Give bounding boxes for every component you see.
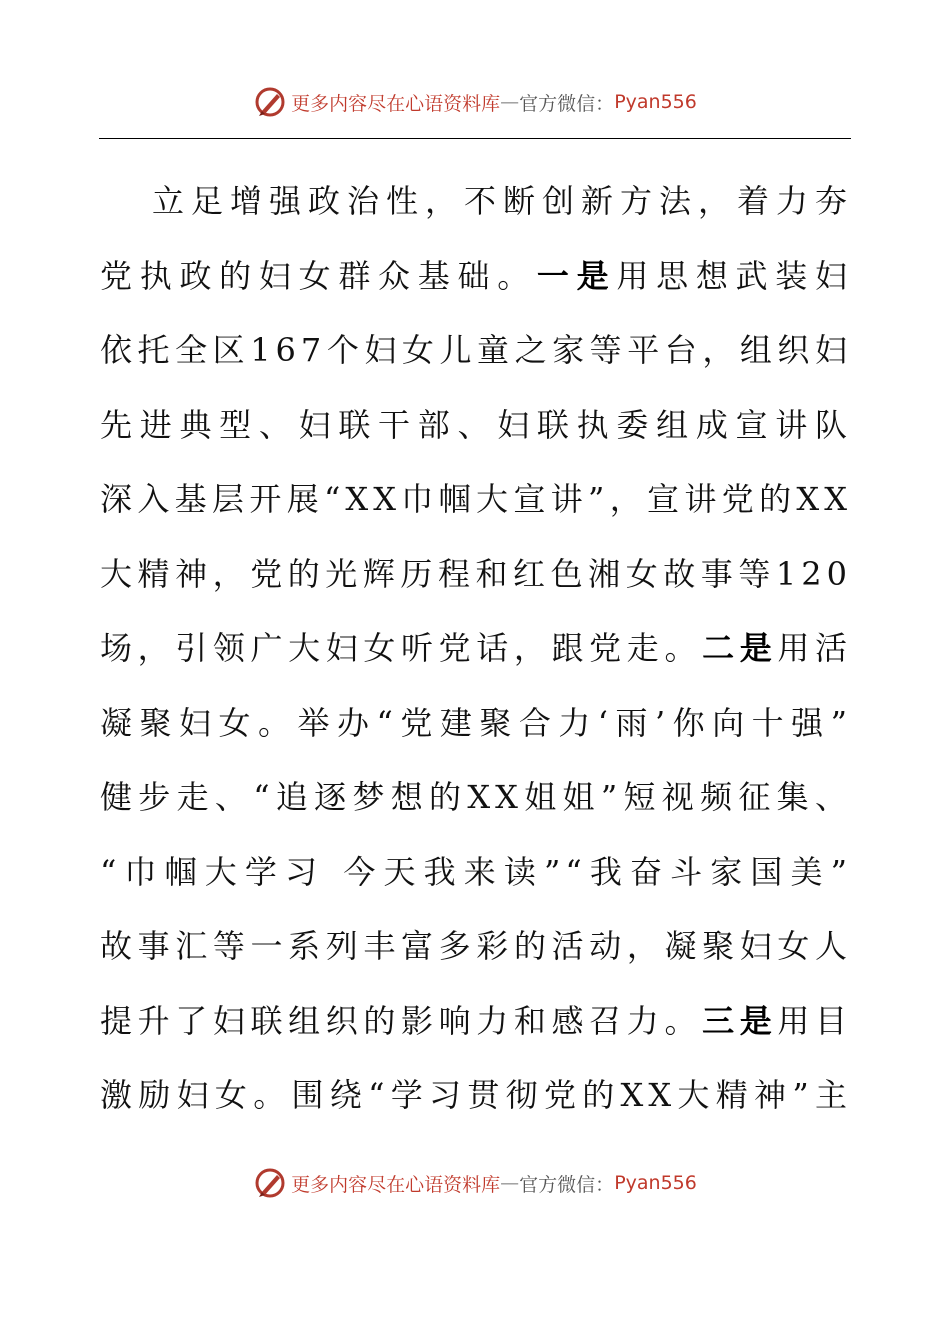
body-line-13: 激励妇女。围绕“学习贯彻党的XX大精神”主	[100, 1076, 852, 1114]
body-text-run: 用思想武装妇	[616, 256, 852, 295]
emphasis-third: 三是	[702, 1001, 778, 1040]
document-body	[100, 164, 852, 1133]
banner-wechat-id: Pyan556	[614, 91, 697, 113]
body-line-1: 立足增强政治性，不断创新方法，着力夯	[152, 182, 852, 220]
emphasis-first: 一是	[536, 256, 617, 295]
body-text-run: 提升了妇联组织的影响力和感召力。	[100, 1001, 703, 1040]
body-line-8: 凝聚妇女。举办“党建聚合力‘雨’你向十强”	[100, 703, 852, 742]
body-line-11: 故事汇等一系列丰富多彩的活动，凝聚妇女人	[100, 927, 852, 965]
body-text-run: 用目	[777, 1001, 852, 1040]
banner-library-text: 更多内容尽在心语资料库	[291, 92, 501, 115]
body-line-5: 深入基层开展“XX巾帼大宣讲”，宣讲党的XX	[100, 480, 852, 518]
footer-banner	[0, 1163, 950, 1203]
pen-logo-icon	[253, 1166, 287, 1200]
body-text-run: 用活	[777, 629, 852, 667]
body-line-3: 依托全区167个妇女儿童之家等平台，组织妇	[100, 331, 852, 369]
banner-library-text: 更多内容尽在心语资料库	[291, 1173, 501, 1196]
body-line-9: 健步走、“追逐梦想的XX姐姐”短视频征集、	[100, 778, 852, 816]
body-line-4: 先进典型、妇联干部、妇联执委组成宣讲队	[100, 405, 852, 444]
body-line-7	[100, 611, 852, 686]
banner-wechat-label: 官方微信：	[519, 92, 615, 115]
header-banner	[0, 82, 950, 122]
body-line-12	[100, 984, 852, 1059]
body-text-run: 场，引领广大妇女听党话，跟党走。	[100, 629, 703, 667]
banner-wechat-id: Pyan556	[614, 1172, 697, 1194]
banner-separator: —	[500, 91, 520, 113]
header-divider	[99, 138, 851, 139]
banner-separator: —	[500, 1172, 520, 1194]
body-line-2	[100, 239, 852, 314]
body-text-run: 党执政的妇女群众基础。	[100, 256, 537, 295]
emphasis-second: 二是	[702, 629, 778, 667]
body-line-10: “巾帼大学习 今天我来读”“我奋斗家国美”	[100, 852, 852, 891]
body-line-6: 大精神，党的光辉历程和红色湘女故事等120	[100, 554, 852, 593]
banner-wechat-label: 官方微信：	[519, 1173, 615, 1196]
pen-logo-icon	[253, 85, 287, 119]
